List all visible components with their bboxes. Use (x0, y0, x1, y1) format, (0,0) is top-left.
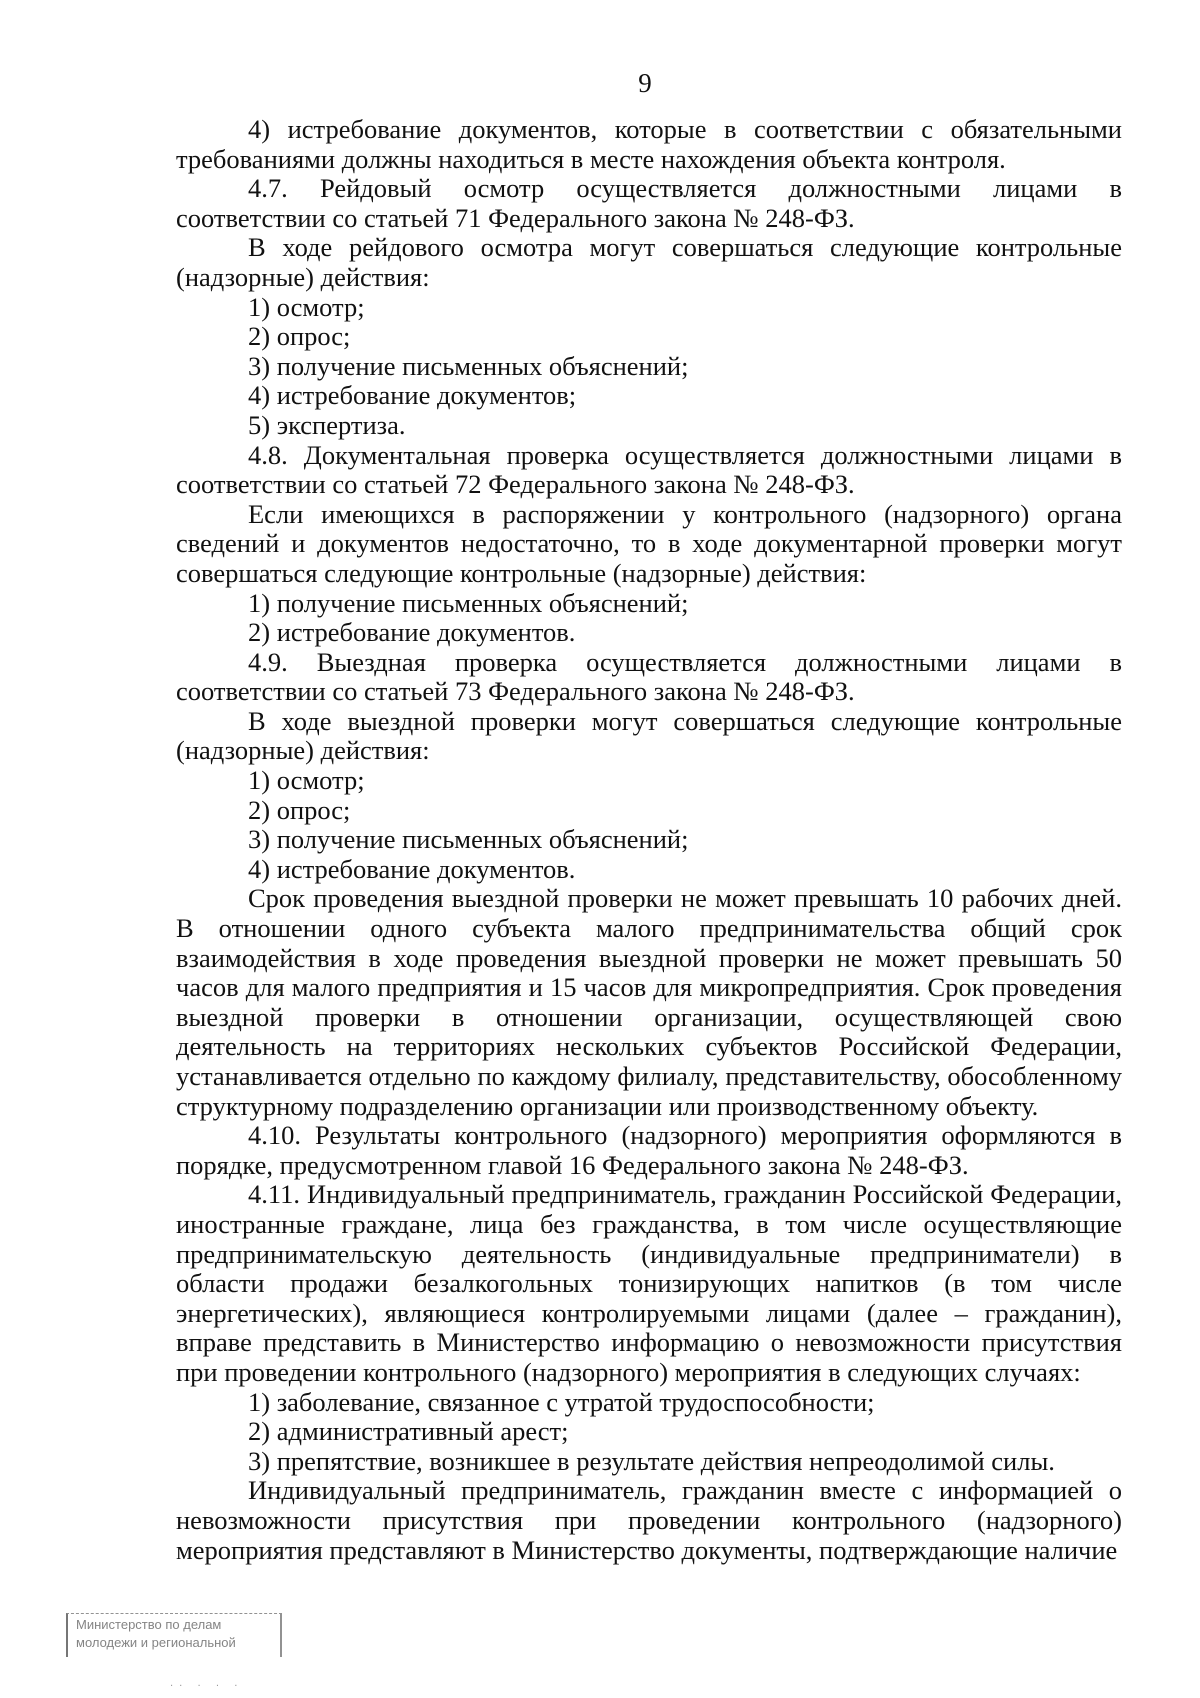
list-item: 4) истребование документов; (248, 380, 577, 411)
paragraph-4-8: 4.8. Документальная проверка осуществляется должностными лицами в соответствии со статьей 72 Федерального закона № 248-ФЗ. (176, 439, 1122, 500)
list-item: 1) осмотр; (248, 765, 365, 796)
paragraph-4-9: 4.9. Выездная проверка осуществляется должностными лицами в соответствии со статьей 73 Федерального закона № 248-ФЗ. (176, 646, 1122, 707)
list-item: 3) получение письменных объяснений; (248, 350, 689, 381)
list-item: 4) истребование документов. (248, 853, 576, 884)
list-item: 5) экспертиза. (248, 409, 406, 440)
paragraph-raid-actions-intro: В ходе рейдового осмотра могут совершаться следующие контрольные (надзорные) действия: (176, 232, 1122, 292)
list-item: 3) получение письменных объяснений; (248, 824, 689, 855)
paragraph-4-11: 4.11. Индивидуальный предприниматель, гражданин Российской Федерации, иностранные граждане, лица без гражданства, в том числе осуществляющие предпринимательскую деятельность (индивидуальные предприниматели) в области продажи безалкогольных тонизирующих напитков (в том числе энергетических), являющиеся контролируемыми лицами (далее – гражданин), вправе представить в Министерство информацию о невозможности присутствия при проведении контрольного (надзорного) мероприятия в следующих случаях: (176, 1179, 1122, 1387)
paragraph-item-4: 4) истребование документов, которые в соответствии с обязательными требованиями должны находиться в месте нахождения объекта контроля. (176, 114, 1122, 174)
list-item: 2) опрос; (248, 794, 351, 825)
list-item: 1) заболевание, связанное с утратой трудоспособности; (248, 1386, 875, 1417)
paragraph-document-check-intro: Если имеющихся в распоряжении у контрольного (надзорного) органа сведений и документов недостаточно, то в ходе документарной проверки могут совершаться следующие контрольные (надзорные) действия: (176, 498, 1122, 588)
stamp-line-1: Министерство по делам (76, 1617, 222, 1632)
paragraph-documents-submission: Индивидуальный предприниматель, гражданин вместе с информацией о невозможности присутствия при проведении контрольного (надзорного) мероприятия представляют в Министерство документы, подтверждающие наличие (176, 1475, 1122, 1565)
paragraph-4-7: 4.7. Рейдовый осмотр осуществляется должностными лицами в соответствии со статьей 71 Федерального закона № 248-ФЗ. (176, 173, 1122, 233)
list-item: 1) получение письменных объяснений; (248, 587, 689, 618)
paragraph-field-check-intro: В ходе выездной проверки могут совершаться следующие контрольные (надзорные) действия: (176, 705, 1122, 766)
paragraph-4-10: 4.10. Результаты контрольного (надзорного) мероприятия оформляются в порядке, предусмотренном главой 16 Федерального закона № 248-ФЗ. (176, 1120, 1122, 1180)
scan-noise-marks: ·· · · · (170, 1681, 244, 1692)
document-body (176, 115, 1122, 1565)
stamp-line-2: молодежи и региональной (76, 1635, 236, 1650)
list-item: 2) опрос; (248, 321, 351, 352)
ministry-stamp (66, 1613, 282, 1657)
paragraph-field-check-duration: Срок проведения выездной проверки не может превышать 10 рабочих дней. В отношении одного субъекта малого предпринимательства общий срок взаимодействия в ходе проведения выездной проверки не может превышать 50 часов для малого предприятия и 15 часов для микропредприятия. Срок проведения выездной проверки в отношении организации, осуществляющей свою деятельность на территориях нескольких субъектов Российской Федерации, устанавливается отдельно по каждому филиалу, представительству, обособленному структурному подразделению организации или производственному объекту. (176, 883, 1122, 1121)
list-item: 3) препятствие, возникшее в результате действия непреодолимой силы. (248, 1445, 1055, 1476)
list-item: 1) осмотр; (248, 291, 365, 322)
list-item: 2) истребование документов. (248, 617, 576, 648)
page-number: 9 (638, 68, 652, 98)
list-item: 2) административный арест; (248, 1416, 569, 1447)
